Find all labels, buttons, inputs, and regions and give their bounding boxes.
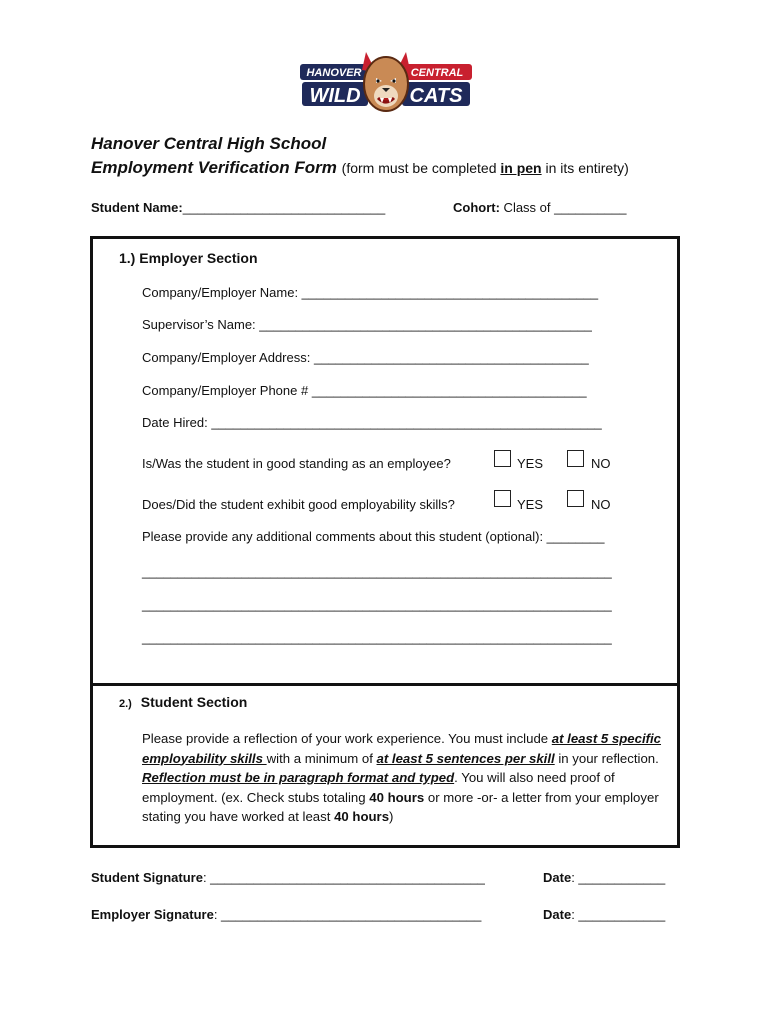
school-logo: [296, 46, 476, 116]
svg-text:HANOVER: HANOVER: [306, 67, 362, 79]
date-hired-field[interactable]: Date Hired: ______________________________________________________: [142, 415, 602, 430]
supervisor-name-field[interactable]: Supervisor’s Name: ______________________________________________: [142, 317, 592, 332]
comments-line-2[interactable]: __________________________________________________________________: [142, 597, 612, 612]
cohort-field[interactable]: Cohort: Class of __________: [453, 200, 627, 215]
comments-line-3[interactable]: __________________________________________________________________: [142, 630, 612, 645]
employability-question: Does/Did the student exhibit good employability skills?: [142, 497, 455, 512]
company-address-field[interactable]: Company/Employer Address: ______________________________________: [142, 350, 589, 365]
student-date-field[interactable]: Date: ____________: [543, 870, 666, 885]
good-standing-no-label: NO: [591, 456, 611, 471]
svg-text:WILD: WILD: [309, 85, 361, 107]
svg-text:CENTRAL: CENTRAL: [410, 67, 464, 79]
good-standing-no-checkbox[interactable]: [567, 450, 584, 467]
company-phone-field[interactable]: Company/Employer Phone # ______________________________________: [142, 383, 587, 398]
good-standing-question: Is/Was the student in good standing as an employee?: [142, 456, 451, 471]
employer-section-heading: 1.) Employer Section: [119, 250, 258, 266]
svg-text:CATS: CATS: [409, 85, 463, 107]
comments-line-1[interactable]: __________________________________________________________________: [142, 564, 612, 579]
employability-no-checkbox[interactable]: [567, 490, 584, 507]
form-title: Employment Verification Form: [91, 158, 337, 177]
employer-signature-field[interactable]: Employer Signature: ____________________________________: [91, 907, 482, 922]
student-signature-field[interactable]: Student Signature: ______________________________________: [91, 870, 485, 885]
form-title-line: [91, 158, 629, 178]
student-name-field[interactable]: Student Name:____________________________: [91, 200, 386, 215]
company-name-field[interactable]: Company/Employer Name: _________________________________________: [142, 285, 599, 300]
employer-date-field[interactable]: Date: ____________: [543, 907, 666, 922]
good-standing-yes-label: YES: [517, 456, 544, 471]
employability-yes-checkbox[interactable]: [494, 490, 511, 507]
student-reflection-instructions: Please provide a reflection of your work experience. You must include at least 5 specific employability skills with a minimum of at least 5 sentences per skill in your reflection. Reflection must be in paragraph format and typed. You will also need proof of employment. (ex. Check stubs totaling 40 hours or more -or- a letter from your employer stating you have worked at least 40 hours): [142, 731, 662, 824]
employability-no-label: NO: [591, 497, 611, 512]
employability-yes-label: YES: [517, 497, 544, 512]
school-title: Hanover Central High School: [91, 134, 327, 153]
good-standing-yes-checkbox[interactable]: [494, 450, 511, 467]
comments-prompt[interactable]: Please provide any additional comments about this student (optional): ________: [142, 529, 605, 544]
wildcat-mascot-icon: [296, 46, 476, 116]
student-section-heading: 2.) Student Section: [119, 694, 248, 710]
form-note: (form must be completed in pen in its entirety): [341, 160, 629, 176]
